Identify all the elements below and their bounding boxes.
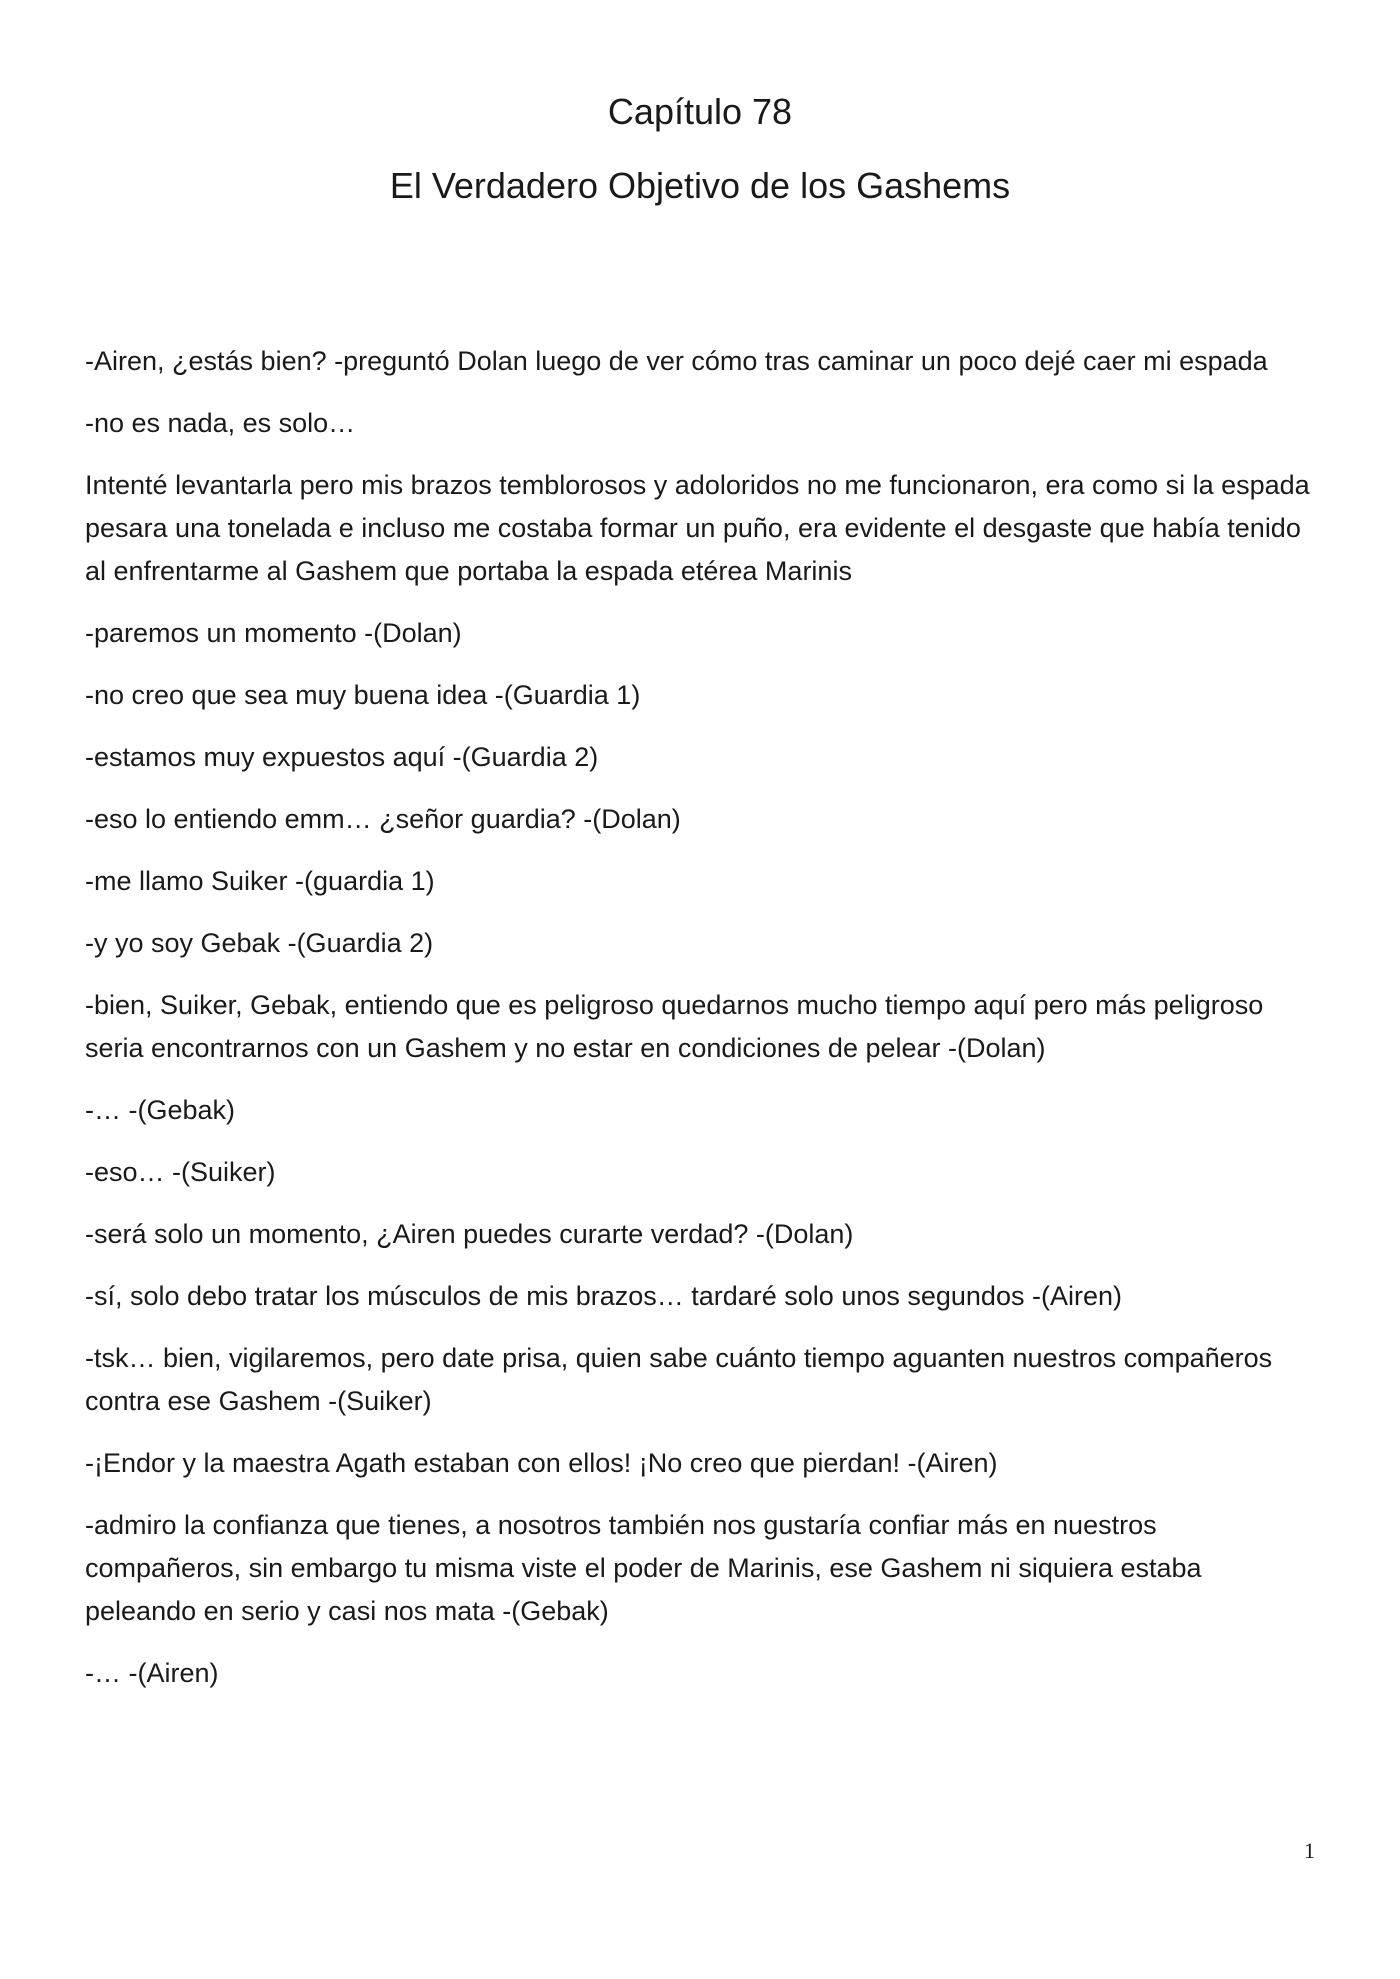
paragraph: -bien, Suiker, Gebak, entiendo que es peligroso quedarnos mucho tiempo aquí pero más peligroso seria encontrarnos con un Gashem y no estar en condiciones de pelear -(Dolan) xyxy=(85,990,1264,1063)
page-number: 1 xyxy=(1304,1838,1315,1863)
chapter-number: Capítulo 78 xyxy=(607,91,793,132)
paragraph: -… -(Airen) xyxy=(85,1658,219,1688)
paragraph: -paremos un momento -(Dolan) xyxy=(85,618,462,648)
paragraph: -tsk… bien, vigilaremos, pero date prisa, quien sabe cuánto tiempo aguanten nuestros compañeros contra ese Gashem -(Suiker) xyxy=(85,1343,1273,1416)
paragraph: -y yo soy Gebak -(Guardia 2) xyxy=(85,928,434,958)
paragraph: -… -(Gebak) xyxy=(85,1095,236,1125)
paragraph: -será solo un momento, ¿Airen puedes curarte verdad? -(Dolan) xyxy=(85,1219,854,1249)
paragraph: -admiro la confianza que tienes, a nosotros también nos gustaría confiar más en nuestros compañeros, sin embargo tu misma viste el poder de Marinis, ese Gashem ni siquiera estaba peleando en serio y casi nos mata -(Gebak) xyxy=(85,1510,1202,1626)
paragraph: -eso lo entiendo emm… ¿señor guardia? -(Dolan) xyxy=(85,804,681,834)
paragraph: -sí, solo debo tratar los músculos de mis brazos… tardaré solo unos segundos -(Airen) xyxy=(85,1281,1122,1311)
paragraph: -me llamo Suiker -(guardia 1) xyxy=(85,866,435,896)
chapter-heading xyxy=(0,88,1400,210)
paragraph: -no es nada, es solo… xyxy=(85,408,356,438)
paragraph: -Airen, ¿estás bien? -preguntó Dolan luego de ver cómo tras caminar un poco dejé caer mi espada xyxy=(85,346,1268,376)
paragraph: Intenté levantarla pero mis brazos temblorosos y adoloridos no me funcionaron, era como si la espada pesara una tonelada e incluso me costaba formar un puño, era evidente el desgaste que había tenido al enfrentarme al Gashem que portaba la espada etérea Marinis xyxy=(85,470,1310,586)
paragraph: -estamos muy expuestos aquí -(Guardia 2) xyxy=(85,742,599,772)
chapter-title: El Verdadero Objetivo de los Gashems xyxy=(389,165,1011,206)
chapter-body xyxy=(85,340,1315,1714)
paragraph: -¡Endor y la maestra Agath estaban con ellos! ¡No creo que pierdan! -(Airen) xyxy=(85,1448,998,1478)
paragraph: -eso… -(Suiker) xyxy=(85,1157,276,1187)
paragraph: -no creo que sea muy buena idea -(Guardia 1) xyxy=(85,680,641,710)
